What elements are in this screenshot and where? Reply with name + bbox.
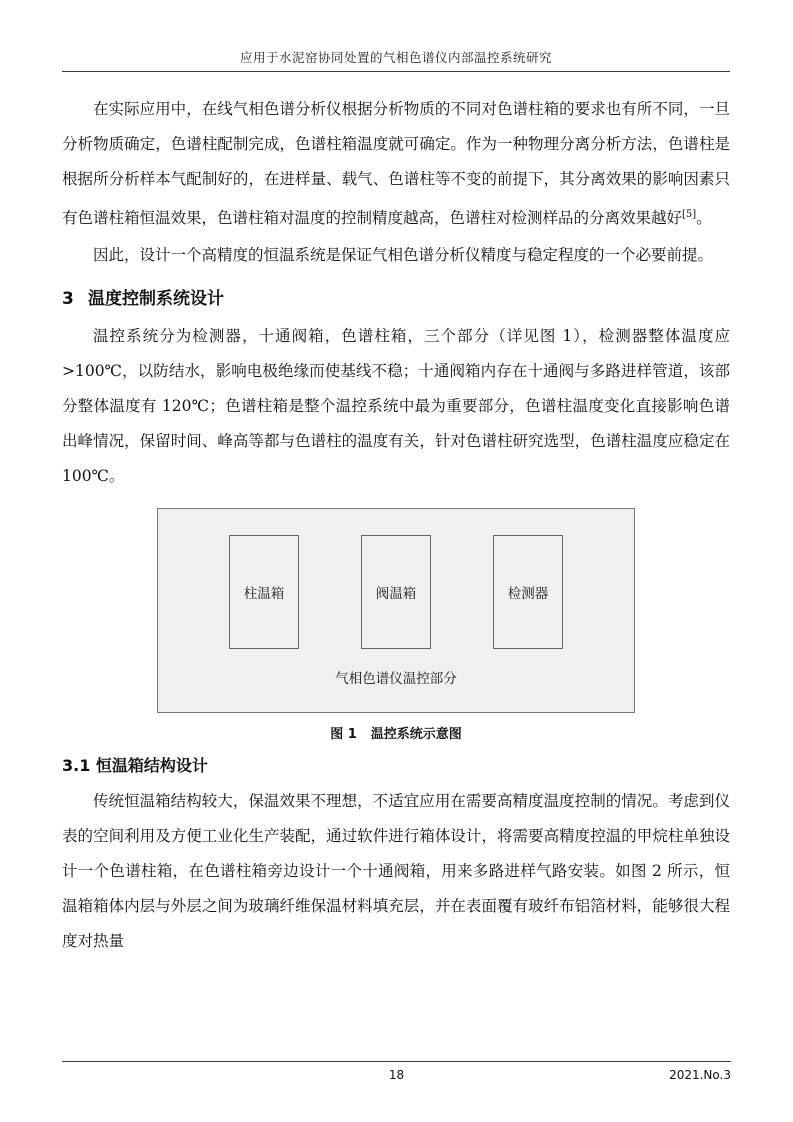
figure-1-box-row <box>158 535 634 649</box>
citation-marker-5: [5] <box>682 209 697 220</box>
paragraph-4: 传统恒温箱结构较大，保温效果不理想，不适宜应用在需要高精度温度控制的情况。考虑到仪表的空间利用及方便工业化生产装配，通过软件进行箱体设计，将需要高精度控温的甲烷柱单独设计一个色谱柱箱，在色谱柱箱旁边设计一个十通阀箱，用来多路进样气路安装。如图 2 所示，恒温箱箱体内层与外层之间为玻璃纤维保温材料填充层，并在表面覆有玻纤布铝箔材料，能够很大程度对热量 <box>62 792 730 951</box>
figure-box-column-oven: 柱温箱 <box>229 535 299 649</box>
paragraph-2: 因此，设计一个高精度的恒温系统是保证气相色谱分析仪精度与稳定程度的一个必要前提。 <box>93 246 714 265</box>
paragraph-1-tail: 。 <box>696 209 712 228</box>
footer-page-number: 18 <box>388 1068 405 1082</box>
footer-issue: 2021.No.3 <box>669 1068 731 1082</box>
figure-1-caption-text: 温控系统示意图 <box>370 727 462 743</box>
paragraph-3: 温控系统分为检测器，十通阀箱，色谱柱箱，三个部分（详见图 1），检测器整体温度应>100℃，以防结水，影响电极绝缘而使基线不稳；十通阀箱内存在十通阀与多路进样管道，该部分整体温度有 120℃；色谱柱箱是整个温控系统中最为重要部分，色谱柱温度变化直接影响色谱出峰情况，保留时间、峰高等都与色谱柱的温度有关，针对色谱柱研究选型，色谱柱温度应稳定在 100℃。 <box>62 327 730 486</box>
footer-divider <box>62 1061 731 1062</box>
figure-box-detector: 检测器 <box>493 535 563 649</box>
figure-1-caption-label: 图 1 <box>330 727 357 743</box>
page-content <box>62 48 730 961</box>
section-number-3: 3 <box>62 289 74 310</box>
subsection-heading-3-1: 3.1 恒温箱结构设计 <box>62 756 208 776</box>
page-footer <box>62 1061 731 1086</box>
footer-row <box>62 1068 731 1086</box>
paragraph-1 <box>62 92 730 236</box>
figure-1-inner-label: 气相色谱仪温控部分 <box>335 671 457 688</box>
section-title-3: 温度控制系统设计 <box>88 289 224 310</box>
running-header: 应用于水泥窑协同处置的气相色谱仪内部温控系统研究 <box>62 48 730 72</box>
figure-1 <box>62 508 730 742</box>
section-heading-3 <box>62 283 730 315</box>
figure-1-caption <box>62 723 730 742</box>
paragraph-1-text: 在实际应用中，在线气相色谱分析仪根据分析物质的不同对色谱柱箱的要求也有所不同，一旦分析物质确定，色谱柱配制完成，色谱柱箱温度就可确定。作为一种物理分离分析方法，色谱柱是根据所分析样本气配制好的，在进样量、载气、色谱柱等不变的前提下，其分离效果的影响因素只有色谱柱箱恒温效果，色谱柱箱对温度的控制精度越高，色谱柱对检测样品的分离效果越好 <box>62 100 730 228</box>
body-text-area <box>62 92 730 959</box>
figure-box-valve-oven: 阀温箱 <box>361 535 431 649</box>
figure-1-diagram <box>157 508 635 713</box>
